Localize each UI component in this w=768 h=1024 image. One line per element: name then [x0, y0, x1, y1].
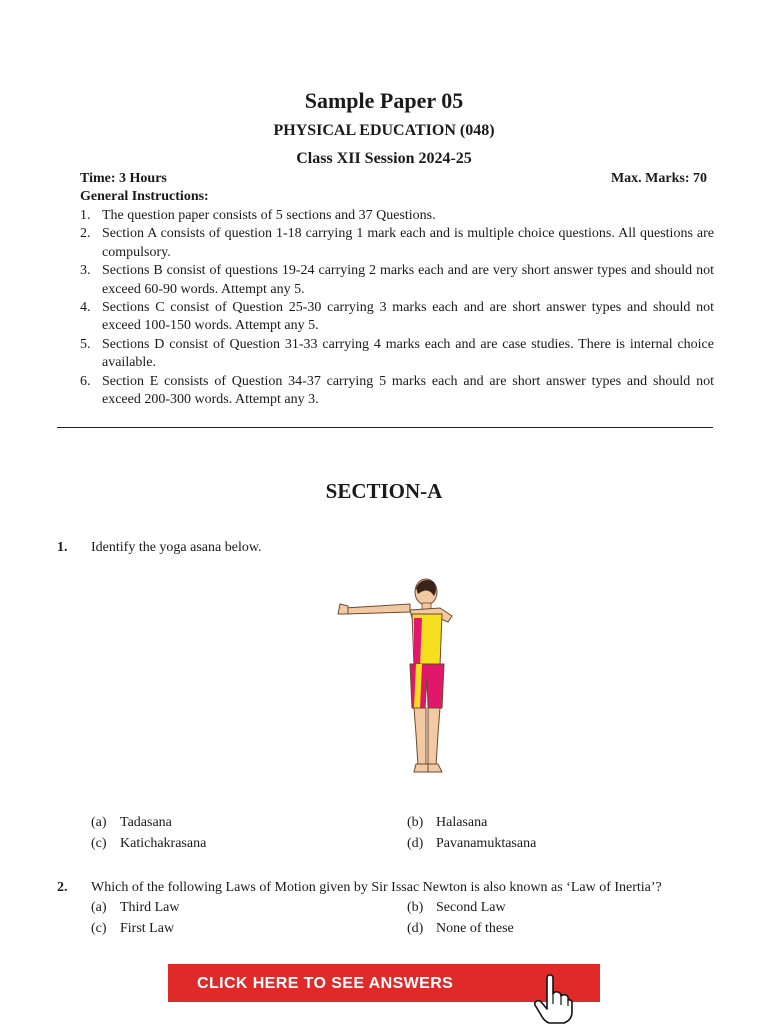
option-text: Pavanamuktasana	[436, 836, 537, 851]
yoga-figure-illustration	[330, 574, 462, 782]
option-text: First Law	[120, 921, 175, 936]
instruction-item	[80, 225, 714, 262]
option-label: (b)	[407, 900, 424, 915]
divider-line	[57, 427, 713, 428]
instruction-item	[80, 299, 714, 336]
pointing-hand-icon[interactable]	[533, 974, 573, 1024]
option-label: (a)	[91, 900, 107, 915]
subject-title: PHYSICAL EDUCATION (048)	[273, 122, 495, 139]
section-heading: SECTION-A	[325, 479, 443, 503]
instruction-item	[80, 207, 714, 225]
option-label: (c)	[91, 921, 107, 936]
instruction-text: The question paper consists of 5 sections and 37 Questions.	[102, 208, 436, 223]
instruction-number: 4.	[80, 300, 91, 316]
instruction-text: Section E consists of Question 34-37 carrying 5 marks each and are short answer types and should not exceed 200-300 words. Attempt any 3.	[102, 373, 714, 408]
option-c	[91, 836, 206, 852]
instruction-number: 3.	[80, 263, 91, 279]
instruction-number: 2.	[80, 226, 91, 242]
session-title: Class XII Session 2024-25	[296, 150, 472, 167]
instruction-text: Sections C consist of Question 25-30 carrying 3 marks each and are short answer types and should not exceed 100-150 words. Attempt any 5.	[102, 300, 714, 334]
instructions-list	[80, 207, 714, 409]
time-label: Time: 3 Hours	[80, 171, 167, 186]
option-text: Halasana	[436, 815, 488, 830]
instruction-number: 1.	[80, 208, 91, 223]
question-text: Identify the yoga asana below.	[91, 540, 262, 555]
see-answers-label[interactable]: CLICK HERE TO SEE ANSWERS	[197, 975, 454, 992]
option-b	[407, 900, 506, 916]
question-number: 1.	[57, 540, 68, 555]
option-label: (d)	[407, 836, 424, 851]
option-label: (d)	[407, 921, 424, 936]
instruction-text: Section A consists of question 1-18 carrying 1 mark each and is multiple choice questions. All questions are compulsory.	[102, 226, 714, 260]
option-a	[91, 900, 179, 916]
instruction-number: 6.	[80, 373, 91, 389]
option-text: Second Law	[436, 900, 506, 915]
max-marks-label: Max. Marks: 70	[610, 171, 707, 186]
paper-title: Sample Paper 05	[304, 88, 464, 113]
instruction-text: Sections D consist of Question 31-33 carrying 4 marks each and are case studies. There is internal choice available.	[102, 336, 714, 371]
question-number: 2.	[57, 880, 68, 895]
option-text: Katichakrasana	[120, 836, 207, 851]
option-label: (a)	[91, 815, 107, 830]
option-d	[407, 921, 514, 937]
option-a	[91, 815, 172, 831]
option-text: Third Law	[120, 900, 180, 915]
option-c	[91, 921, 174, 937]
option-text: Tadasana	[120, 815, 172, 830]
instruction-item	[80, 336, 714, 373]
instructions-heading: General Instructions:	[80, 189, 209, 204]
option-text: None of these	[436, 921, 514, 936]
question-text: Which of the following Laws of Motion given by Sir Issac Newton is also known as ‘Law of Inertia’?	[91, 880, 662, 895]
instruction-item	[80, 262, 714, 299]
instruction-number: 5.	[80, 336, 91, 352]
option-b	[407, 815, 487, 831]
option-label: (c)	[91, 836, 107, 851]
instruction-item	[80, 373, 714, 410]
option-d	[407, 836, 536, 852]
instruction-text: Sections B consist of questions 19-24 carrying 2 marks each and are very short answer types and should not exceed 60-90 words. Attempt any 5.	[102, 263, 714, 297]
option-label: (b)	[407, 815, 424, 830]
